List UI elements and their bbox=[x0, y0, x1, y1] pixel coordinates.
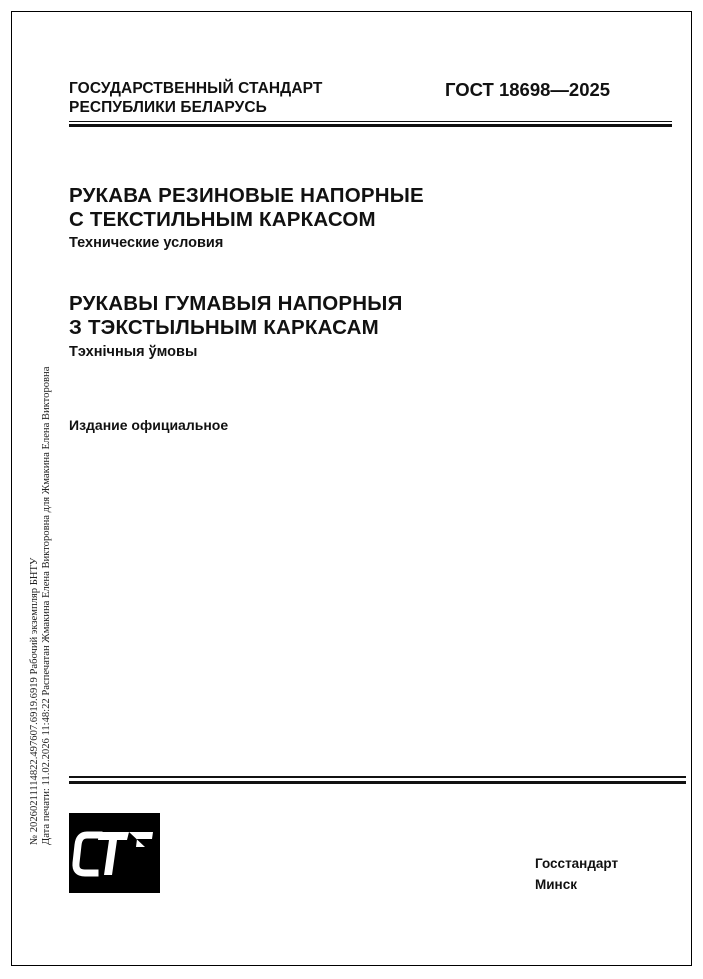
publisher-city: Минск bbox=[535, 877, 577, 892]
header-rule-thick bbox=[69, 124, 672, 127]
print-stamp-line-2: Дата печати: 11.02.2026 11:48:22 Распечатан Жмакина Елена Викторовна для Жмакина Елена Викторовна bbox=[41, 366, 52, 845]
title-be bbox=[69, 292, 403, 340]
standard-number: ГОСТ 18698—2025 bbox=[445, 79, 611, 100]
title-ru-line-1: РУКАВА РЕЗИНОВЫЕ НАПОРНЫЕ bbox=[69, 184, 424, 207]
header-line-1: ГОСУДАРСТВЕННЫЙ СТАНДАРТ bbox=[69, 80, 323, 97]
print-stamp-line-1: № 20260211114822.497607.6919.6919 Рабочий экземпляр БНТУ bbox=[29, 557, 40, 845]
footer-rule-thin bbox=[69, 776, 686, 778]
print-stamp bbox=[29, 367, 53, 845]
header-line-2: РЕСПУБЛИКИ БЕЛАРУСЬ bbox=[69, 99, 267, 116]
title-be-line-2: З ТЭКСТЫЛЬНЫМ КАРКАСАМ bbox=[69, 316, 379, 339]
edition-note: Издание официальное bbox=[69, 417, 229, 433]
header-title bbox=[69, 79, 322, 117]
stb-logo-icon bbox=[69, 813, 160, 893]
header-rule-thin bbox=[69, 121, 672, 122]
title-ru-line-2: С ТЕКСТИЛЬНЫМ КАРКАСОМ bbox=[69, 208, 376, 231]
stb-logo bbox=[69, 813, 160, 893]
subtitle-be: Тэхнічныя ўмовы bbox=[69, 344, 198, 360]
title-ru bbox=[69, 184, 424, 232]
title-be-line-1: РУКАВЫ ГУМАВЫЯ НАПОРНЫЯ bbox=[69, 292, 403, 315]
subtitle-ru: Технические условия bbox=[69, 235, 224, 251]
publisher-name: Госстандарт bbox=[535, 856, 619, 871]
footer-rule-thick bbox=[69, 781, 686, 784]
